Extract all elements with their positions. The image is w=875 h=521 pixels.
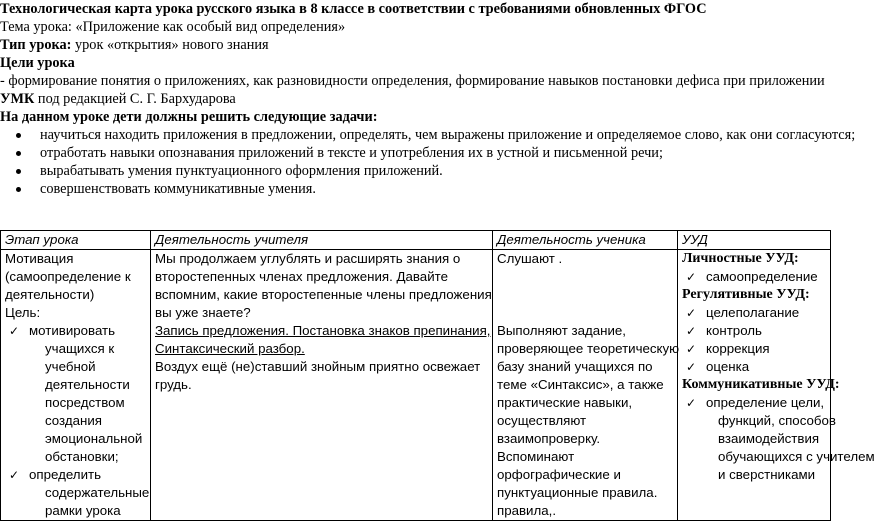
lesson-table <box>0 230 875 521</box>
student-line: орфографические и <box>497 467 621 482</box>
stage-line: Мотивация <box>5 251 74 266</box>
uud-item-text: контроль <box>706 323 762 338</box>
checkmark-icon: ✓ <box>9 324 20 338</box>
stage-check-text: эмоциональной <box>45 431 143 446</box>
bullet-icon <box>16 151 21 156</box>
uud-check-item <box>682 322 826 340</box>
stage-check-item <box>5 322 146 340</box>
goals-text: - формирование понятия о приложениях, как разновидности определения, формирование навыков постановки дефиса при приложении <box>0 73 825 89</box>
uud-item-text: самоопределение <box>706 269 818 284</box>
uud-item-text: обучающихся с учителем <box>718 449 875 464</box>
checkmark-icon: ✓ <box>686 396 697 410</box>
uud-item-text: коррекция <box>706 341 770 356</box>
student-line: правила,. <box>497 503 557 518</box>
checkmark-icon: ✓ <box>686 306 697 320</box>
checkmark-icon: ✓ <box>686 324 697 338</box>
uud-item-text: функций, способов <box>718 413 836 428</box>
student-line: пунктуационные правила. <box>497 485 658 500</box>
example-sentence: Воздух ещё (не)ставший знойным приятно освежает <box>155 359 481 374</box>
student-line: Слушают . <box>497 251 563 266</box>
stage-cell <box>1 250 151 521</box>
student-line: Вспоминают <box>497 449 575 464</box>
teacher-cell <box>151 250 493 521</box>
column-header-student: Деятельность ученика <box>493 231 678 250</box>
lesson-type <box>0 36 269 54</box>
bullet-icon <box>16 169 21 174</box>
lesson-type-value: урок «открытия» нового знания <box>71 37 269 53</box>
student-line: проверяющее теоретическую <box>497 341 680 356</box>
teacher-line: второстепенных членах предложения. Давайте <box>155 269 448 284</box>
checkmark-icon: ✓ <box>686 342 697 356</box>
stage-check-text: рамки урока <box>45 503 121 518</box>
task-text: совершенствовать коммуникативные умения. <box>40 181 316 197</box>
teacher-task-line: Запись предложения. Постановка знаков препинания, <box>155 323 491 338</box>
stage-line: деятельности) <box>5 287 95 302</box>
student-line: Выполняют задание, <box>497 323 627 338</box>
student-line: взаимопроверку. <box>497 431 601 446</box>
teacher-line: вы уже знаете? <box>155 305 251 320</box>
checkmark-icon: ✓ <box>686 270 697 284</box>
lesson-topic: Тема урока: «Приложение как особый вид определения» <box>0 19 346 35</box>
task-text: отработать навыки опознавания приложений в тексте и употребления их в устной и письменной речи; <box>40 145 663 161</box>
stage-check-text: деятельности <box>45 377 130 392</box>
stage-check-text: учебной <box>45 359 96 374</box>
uud-check-item <box>682 358 826 376</box>
student-cell <box>493 250 678 521</box>
uud-item-text: определение цели, <box>706 395 825 410</box>
column-header-teacher: Деятельность учителя <box>151 231 493 250</box>
stage-check-text: содержательные <box>45 485 150 500</box>
umk-line <box>0 90 236 108</box>
uud-item-text: оценка <box>706 359 750 374</box>
uud-item-text: целеполагание <box>706 305 800 320</box>
stage-check-text: определить <box>29 467 102 482</box>
table-row <box>1 250 831 521</box>
uud-check-item <box>682 340 826 358</box>
stage-check-item <box>5 466 146 484</box>
checkmark-icon: ✓ <box>686 360 697 374</box>
student-line: осуществляют <box>497 413 587 428</box>
uud-personal-heading: Личностные УУД: <box>682 251 799 266</box>
stage-check-text: учащихся к <box>45 341 115 356</box>
lesson-type-label: Тип урока: <box>0 37 72 53</box>
uud-check-item <box>682 268 826 286</box>
document-title: Технологическая карта урока русского языка в 8 классе в соответствии с требованиями обновленных ФГОС <box>0 1 707 17</box>
teacher-task-line: Синтаксический разбор. <box>155 341 305 356</box>
uud-check-item <box>682 394 826 412</box>
checkmark-icon: ✓ <box>9 468 20 482</box>
stage-line: Цель: <box>5 305 41 320</box>
table-header-row <box>1 231 831 250</box>
bullet-icon <box>16 133 21 138</box>
uud-cell <box>678 250 875 521</box>
uud-check-item <box>682 304 826 322</box>
student-line: практические навыки, <box>497 395 633 410</box>
teacher-line: Мы продолжаем углублять и расширять знания о <box>155 251 461 266</box>
umk-label: УМК <box>0 91 35 107</box>
uud-item-text: и сверстниками <box>718 467 816 482</box>
example-sentence: грудь. <box>155 377 192 392</box>
task-text: вырабатывать умения пунктуационного оформления приложений. <box>40 163 443 179</box>
stage-check-text: мотивировать <box>29 323 116 338</box>
teacher-line: вспомним, какие второстепенные члены предложения <box>155 287 492 302</box>
uud-item-text: взаимодействия <box>718 431 820 446</box>
stage-check-text: посредством <box>45 395 125 410</box>
column-header-stage: Этап урока <box>1 231 151 250</box>
umk-value: под редакцией С. Г. Бархударова <box>34 91 236 107</box>
task-text: научиться находить приложения в предложении, определять, чем выражены приложение и определяемое слово, как они согласуются; <box>40 127 856 143</box>
goals-heading: Цели урока <box>0 55 75 71</box>
uud-regulatory-heading: Регулятивные УУД: <box>682 287 810 302</box>
stage-line: (самоопределение к <box>5 269 131 284</box>
stage-check-text: создания <box>45 413 102 428</box>
uud-communicative-heading: Коммуникативные УУД: <box>682 377 840 392</box>
stage-check-text: обстановки; <box>45 449 119 464</box>
bullet-icon <box>16 187 21 192</box>
student-line: базу знаний учащихся по <box>497 359 653 374</box>
tasks-heading: На данном уроке дети должны решить следующие задачи: <box>0 109 378 125</box>
column-header-uud: УУД <box>678 231 831 250</box>
student-line: теме «Синтаксис», а также <box>497 377 664 392</box>
